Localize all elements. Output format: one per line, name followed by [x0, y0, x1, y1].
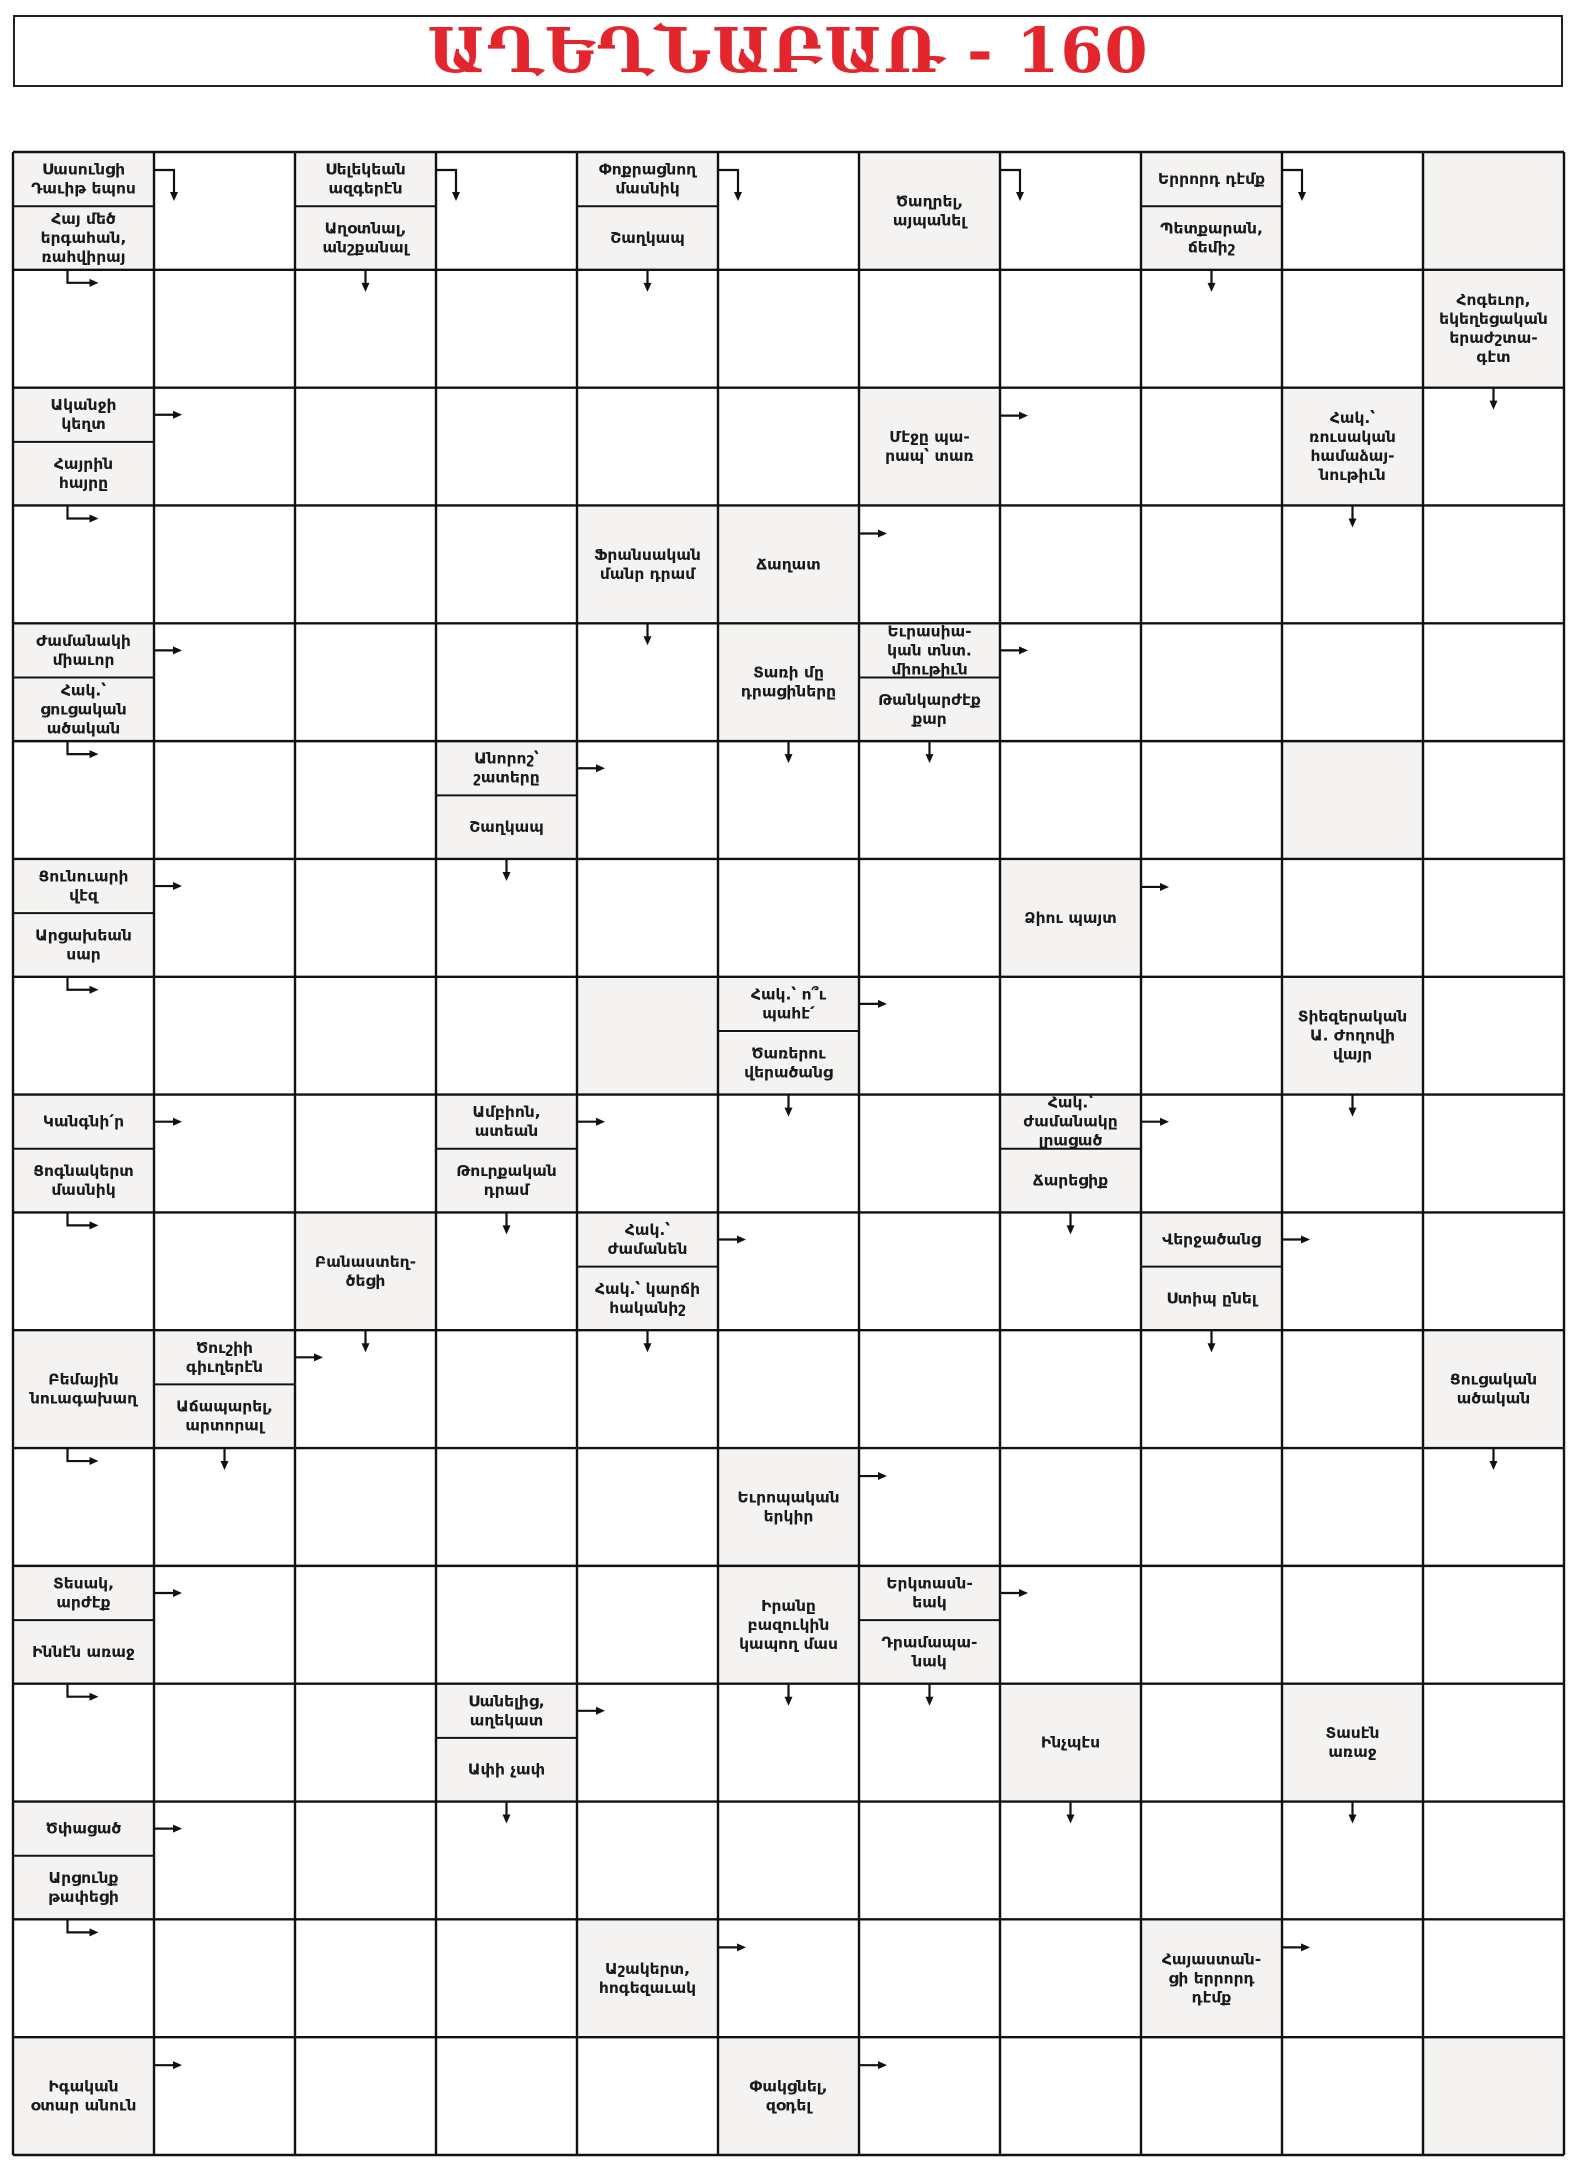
clue-line: նութիւն	[1319, 466, 1386, 485]
clue-line: եկեղեցական	[1439, 310, 1548, 329]
answer-cell-r7-c10[interactable]	[1423, 977, 1564, 1095]
answer-cell-r3-c0[interactable]	[13, 505, 154, 623]
answer-cell-r16-c3[interactable]	[436, 2037, 577, 2155]
answer-cell-r13-c8[interactable]	[1141, 1684, 1282, 1802]
clue-line: արտորալ	[185, 1416, 264, 1435]
clue-text	[54, 455, 113, 492]
clue-line: Տառի մը	[753, 663, 824, 682]
answer-cell-r11-c0[interactable]	[13, 1448, 154, 1566]
answer-cell-r3-c7[interactable]	[1000, 505, 1141, 623]
clue-line: գէտ	[1476, 348, 1511, 367]
clue-line: Արցախեան	[35, 926, 132, 945]
clue-line: Կանգնի՛ր	[42, 1112, 125, 1131]
answer-cell-r7-c3[interactable]	[436, 977, 577, 1095]
clue-line: Աղօտնալ,	[324, 219, 407, 238]
answer-cell-r15-c9[interactable]	[1282, 1919, 1423, 2037]
answer-cell-r11-c6[interactable]	[859, 1448, 1000, 1566]
answer-cell-r9-c6[interactable]	[859, 1212, 1000, 1330]
answer-cell-r4-c9[interactable]	[1282, 623, 1423, 741]
clue-line: երաժշտա-	[1449, 329, 1538, 348]
answer-cell-r8-c1[interactable]	[154, 1095, 295, 1213]
answer-cell-r1-c1[interactable]	[154, 270, 295, 388]
clue-line: մասնիկ	[51, 1181, 116, 1200]
answer-cell-r15-c5[interactable]	[718, 1919, 859, 2037]
clue-line: Ամբիոն,	[472, 1103, 541, 1122]
clue-line: արժէք	[56, 1593, 111, 1612]
answer-cell-r16-c6[interactable]	[859, 2037, 1000, 2155]
answer-cell-r11-c3[interactable]	[436, 1448, 577, 1566]
clue-line: Ծաղրել,	[895, 192, 964, 211]
clue-line: միութիւն	[891, 660, 968, 679]
clue-line: Իննէն առաջ	[32, 1642, 135, 1661]
clue-line: համաձայ-	[1310, 447, 1395, 466]
clue-line: վէզ	[69, 886, 98, 905]
clue-line: Փակցնել,	[749, 2077, 828, 2096]
answer-cell-r6-c1[interactable]	[154, 859, 295, 977]
clue-line: մասնիկ	[615, 179, 680, 198]
answer-cell-r3-c6[interactable]	[859, 505, 1000, 623]
clue-line: րապ՝ տառ	[885, 447, 974, 466]
answer-cell-r5-c10[interactable]	[1423, 741, 1564, 859]
clue-text	[756, 555, 820, 573]
clue-line: Դրամապա-	[881, 1633, 978, 1652]
answer-cell-r9-c0[interactable]	[13, 1212, 154, 1330]
answer-cell-r12-c2[interactable]	[295, 1566, 436, 1684]
answer-cell-r5-c7[interactable]	[1000, 741, 1141, 859]
answer-cell-r13-c4[interactable]	[577, 1684, 718, 1802]
clue-line: միաւոր	[52, 650, 115, 669]
answer-cell-r2-c8[interactable]	[1141, 388, 1282, 506]
answer-cell-r16-c9[interactable]	[1282, 2037, 1423, 2155]
answer-cell-r11-c9[interactable]	[1282, 1448, 1423, 1566]
clue-line: Հոգեւոր,	[1456, 291, 1531, 310]
clue-text	[53, 1574, 114, 1611]
answer-cell-r12-c9[interactable]	[1282, 1566, 1423, 1684]
clue-text	[472, 1103, 540, 1140]
clue-line: ժամանակը	[1023, 1112, 1118, 1131]
clue-text	[41, 210, 127, 266]
answer-cell-r2-c1[interactable]	[154, 388, 295, 506]
blocked-cell	[577, 977, 718, 1095]
answer-cell-r10-c7[interactable]	[1000, 1330, 1141, 1448]
clue-line: ցուցական	[40, 700, 127, 719]
answer-cell-r8-c4[interactable]	[577, 1095, 718, 1213]
clue-text	[32, 1643, 135, 1661]
answer-cell-r6-c10[interactable]	[1423, 859, 1564, 977]
clue-line: Տասէն	[1325, 1724, 1380, 1743]
answer-cell-r5-c0[interactable]	[13, 741, 154, 859]
clue-line: վերածանց	[744, 1063, 833, 1082]
answer-cell-r1-c9[interactable]	[1282, 270, 1423, 388]
answer-cell-r5-c2[interactable]	[295, 741, 436, 859]
answer-cell-r6-c2[interactable]	[295, 859, 436, 977]
answer-cell-r7-c2[interactable]	[295, 977, 436, 1095]
answer-cell-r2-c7[interactable]	[1000, 388, 1141, 506]
clue-line: Աշակերտ,	[605, 1959, 690, 1978]
clue-line: ծեցի	[345, 1271, 386, 1290]
clue-text	[186, 1339, 263, 1376]
answer-cell-r8-c8[interactable]	[1141, 1095, 1282, 1213]
clue-text	[599, 1960, 696, 1997]
clue-text	[1166, 1289, 1259, 1307]
clue-line: Թանկարժէք	[878, 690, 981, 709]
answer-cell-r12-c4[interactable]	[577, 1566, 718, 1684]
answer-cell-r5-c1[interactable]	[154, 741, 295, 859]
answer-cell-r14-c8[interactable]	[1141, 1802, 1282, 1920]
answer-cell-r10-c6[interactable]	[859, 1330, 1000, 1448]
clue-line: ճեմիշ	[1187, 238, 1236, 257]
answer-cell-r16-c2[interactable]	[295, 2037, 436, 2155]
clue-line: այպանել	[892, 211, 967, 230]
clue-line: Իրանը	[761, 1596, 816, 1615]
clue-line: Եւրասիա-	[887, 622, 972, 641]
clue-line: պահէ՛	[762, 1004, 815, 1023]
answer-cell-r2-c5[interactable]	[718, 388, 859, 506]
clue-line: հականիշ	[609, 1298, 686, 1317]
answer-cell-r15-c0[interactable]	[13, 1919, 154, 2037]
answer-cell-r8-c6[interactable]	[859, 1095, 1000, 1213]
answer-cell-r1-c3[interactable]	[436, 270, 577, 388]
answer-cell-r13-c1[interactable]	[154, 1684, 295, 1802]
clue-line: Ճաղատ	[756, 555, 821, 574]
clue-text	[1024, 909, 1116, 927]
clue-line: Երրորդ դէմք	[1157, 170, 1266, 189]
answer-cell-r9-c5[interactable]	[718, 1212, 859, 1330]
answer-cell-r4-c10[interactable]	[1423, 623, 1564, 741]
answer-cell-r13-c10[interactable]	[1423, 1684, 1564, 1802]
answer-cell-r5-c8[interactable]	[1141, 741, 1282, 859]
clue-line: գիւղերէն	[186, 1357, 263, 1376]
answer-cell-r12-c1[interactable]	[154, 1566, 295, 1684]
answer-cell-r15-c1[interactable]	[154, 1919, 295, 2037]
clue-text	[1162, 1231, 1261, 1249]
clue-line: Մէջը պա-	[889, 428, 970, 447]
answer-cell-r1-c7[interactable]	[1000, 270, 1141, 388]
clue-line: Հայ մեծ	[51, 210, 116, 229]
clue-line: Իգական	[48, 2077, 119, 2096]
clue-line: Ցունուարի	[38, 867, 129, 886]
clue-line: Աճապարել,	[176, 1397, 273, 1416]
answer-cell-r15-c6[interactable]	[859, 1919, 1000, 2037]
answer-cell-r6-c9[interactable]	[1282, 859, 1423, 977]
clue-line: Հակ.՝	[624, 1221, 671, 1240]
clue-line: Շաղկապ	[610, 229, 685, 248]
clue-text	[1158, 170, 1265, 188]
answer-cell-r6-c5[interactable]	[718, 859, 859, 977]
clue-text	[468, 1692, 544, 1729]
clue-line: երգահան,	[40, 229, 127, 248]
clue-line: Դաւիթ եպոս	[31, 179, 136, 198]
answer-cell-r12-c10[interactable]	[1423, 1566, 1564, 1684]
clue-line: Հայրին	[53, 455, 114, 474]
answer-cell-r1-c0[interactable]	[13, 270, 154, 388]
blocked-cell	[1282, 741, 1423, 859]
answer-cell-r12-c8[interactable]	[1141, 1566, 1282, 1684]
answer-cell-r16-c8[interactable]	[1141, 2037, 1282, 2155]
clue-line: եակ	[912, 1593, 947, 1612]
clue-text	[176, 1398, 273, 1435]
clue-text	[741, 664, 836, 701]
clue-text	[610, 229, 685, 247]
answer-cell-r14-c10[interactable]	[1423, 1802, 1564, 1920]
answer-cell-r6-c4[interactable]	[577, 859, 718, 977]
clue-line: Արցունք	[48, 1869, 119, 1888]
clue-line: Անորոշ՝	[474, 749, 539, 768]
answer-cell-r4-c3[interactable]	[436, 623, 577, 741]
clue-line: Ձիու պայտ	[1024, 908, 1117, 927]
answer-cell-r7-c1[interactable]	[154, 977, 295, 1095]
page-title: ԱՂԵՂՆԱԲԱՌ - 160	[427, 14, 1149, 87]
answer-cell-r2-c4[interactable]	[577, 388, 718, 506]
answer-cell-r5-c4[interactable]	[577, 741, 718, 859]
clue-line: Հակ.՝	[1047, 1093, 1094, 1112]
clue-line: Ցոգնակերտ	[33, 1162, 134, 1181]
clue-line: նուագախաղ	[29, 1389, 138, 1408]
answer-cell-r1-c6[interactable]	[859, 270, 1000, 388]
clue-line: անշքանալ	[322, 238, 409, 257]
clue-line: ռուսական	[1309, 428, 1396, 447]
clue-line: աղեկատ	[469, 1711, 544, 1730]
answer-cell-r16-c1[interactable]	[154, 2037, 295, 2155]
clue-line: թափեցի	[48, 1888, 119, 1907]
answer-cell-r7-c6[interactable]	[859, 977, 1000, 1095]
answer-cell-r6-c8[interactable]	[1141, 859, 1282, 977]
clue-line: Հայաստան-	[1161, 1950, 1262, 1969]
clue-text	[595, 1280, 700, 1317]
answer-cell-r4-c2[interactable]	[295, 623, 436, 741]
clue-line: Տիեզերական	[1297, 1007, 1408, 1026]
answer-cell-r13-c2[interactable]	[295, 1684, 436, 1802]
answer-cell-r14-c2[interactable]	[295, 1802, 436, 1920]
clue-line: ցի երրորդ	[1168, 1969, 1255, 1988]
blocked-cell	[1423, 2037, 1564, 2155]
clue-line: Սասունցի	[41, 160, 126, 179]
clue-line: Ֆրանսական	[594, 545, 701, 564]
clue-line: բազուկին	[747, 1615, 830, 1634]
clue-line: Ծուշիի	[195, 1338, 254, 1357]
clue-line: երկիր	[763, 1507, 814, 1526]
answer-cell-r12-c3[interactable]	[436, 1566, 577, 1684]
clue-line: դէմք	[1191, 1988, 1232, 2007]
answer-cell-r6-c6[interactable]	[859, 859, 1000, 977]
clue-line: օտար անուն	[30, 2096, 137, 2115]
clue-line: դրամ	[483, 1181, 530, 1200]
answer-cell-r4-c1[interactable]	[154, 623, 295, 741]
clue-line: ածական	[46, 719, 121, 738]
clue-line: Տեսակ,	[52, 1574, 115, 1593]
answer-cell-r16-c4[interactable]	[577, 2037, 718, 2155]
answer-cell-r0-c1[interactable]	[154, 152, 295, 270]
clue-line: կեղտ	[61, 415, 106, 434]
clue-line: Ականջի	[50, 396, 117, 415]
clue-text	[469, 818, 544, 836]
clue-line: կապող մաս	[739, 1634, 838, 1653]
answer-cell-r14-c6[interactable]	[859, 1802, 1000, 1920]
clue-line: հոգեզաւակ	[598, 1978, 697, 1997]
clue-line: Թուրքական	[456, 1162, 557, 1181]
answer-cell-r7-c8[interactable]	[1141, 977, 1282, 1095]
clue-line: առաջ	[1328, 1743, 1377, 1762]
clue-line: ատեան	[474, 1122, 539, 1141]
answer-cell-r8-c2[interactable]	[295, 1095, 436, 1213]
answer-cell-r14-c1[interactable]	[154, 1802, 295, 1920]
answer-cell-r4-c8[interactable]	[1141, 623, 1282, 741]
answer-cell-r11-c2[interactable]	[295, 1448, 436, 1566]
clue-line: Հակ.՝	[60, 681, 107, 700]
clue-line: ազգերէն	[328, 179, 403, 198]
clue-line: Երկտասն-	[886, 1574, 973, 1593]
answer-cell-r14-c5[interactable]	[718, 1802, 859, 1920]
clue-text	[893, 192, 968, 229]
clue-text	[885, 428, 974, 465]
answer-cell-r15-c7[interactable]	[1000, 1919, 1141, 2037]
clue-line: մանր դրամ	[599, 564, 696, 583]
answer-cell-r0-c9[interactable]	[1282, 152, 1423, 270]
clue-text	[594, 546, 701, 583]
clue-line: Ստիպ ընել	[1166, 1289, 1257, 1308]
clue-line: լրացած	[1038, 1131, 1103, 1150]
answer-cell-r9-c10[interactable]	[1423, 1212, 1564, 1330]
clue-line: Սանելից,	[468, 1692, 545, 1711]
answer-cell-r0-c3[interactable]	[436, 152, 577, 270]
clue-line: ժամանեն	[607, 1240, 688, 1259]
answer-cell-r9-c1[interactable]	[154, 1212, 295, 1330]
clue-text	[887, 622, 972, 678]
answer-cell-r15-c2[interactable]	[295, 1919, 436, 2037]
clue-line: վայր	[1332, 1045, 1373, 1064]
clue-line: Հակ.՝ ո՞ւ	[750, 985, 827, 1004]
clue-line: Ծառերու	[751, 1044, 826, 1063]
answer-cell-r10-c3[interactable]	[436, 1330, 577, 1448]
answer-cell-r0-c7[interactable]	[1000, 152, 1141, 270]
clue-text	[1326, 1724, 1380, 1761]
answer-cell-r7-c0[interactable]	[13, 977, 154, 1095]
answer-cell-r14-c4[interactable]	[577, 1802, 718, 1920]
clue-line: Ծփացած	[45, 1819, 122, 1838]
clue-text	[1450, 1371, 1537, 1408]
clue-line: շատերը	[473, 768, 540, 787]
clue-text	[1033, 1172, 1108, 1190]
clue-text	[325, 161, 405, 198]
clue-line: կան տնտ.	[887, 641, 972, 660]
answer-cell-r0-c5[interactable]	[718, 152, 859, 270]
clue-text	[473, 750, 539, 787]
answer-cell-r15-c3[interactable]	[436, 1919, 577, 2037]
clue-line: Բեմային	[48, 1370, 119, 1389]
answer-cell-r3-c10[interactable]	[1423, 505, 1564, 623]
answer-cell-r12-c7[interactable]	[1000, 1566, 1141, 1684]
answer-cell-r10-c9[interactable]	[1282, 1330, 1423, 1448]
clue-line: Բանաստեղ-	[314, 1252, 417, 1271]
answer-cell-r7-c7[interactable]	[1000, 977, 1141, 1095]
answer-cell-r1-c5[interactable]	[718, 270, 859, 388]
clue-line: հայրը	[58, 474, 109, 493]
clue-line: Ա. Ժողովի	[1310, 1026, 1395, 1045]
clue-line: Հակ.՝	[1329, 409, 1376, 428]
clue-line: դրացիները	[740, 682, 837, 701]
answer-cell-r10-c5[interactable]	[718, 1330, 859, 1448]
clue-line: Պետքարան,	[1160, 219, 1263, 238]
clue-line: ածական	[1456, 1389, 1531, 1408]
clue-text	[468, 1761, 545, 1779]
answer-cell-r16-c7[interactable]	[1000, 2037, 1141, 2155]
clue-text	[1041, 1734, 1100, 1752]
clue-text	[43, 1113, 124, 1131]
clue-text	[46, 1820, 122, 1838]
clue-text	[744, 1044, 833, 1081]
answer-cell-r3-c2[interactable]	[295, 505, 436, 623]
answer-cell-r3-c3[interactable]	[436, 505, 577, 623]
answer-cell-r2-c2[interactable]	[295, 388, 436, 506]
clue-line: Հակ.՝ կարճի	[594, 1279, 701, 1298]
clue-line: Ցուցական	[1449, 1370, 1538, 1389]
clue-line: Ժամանակի	[36, 631, 131, 650]
clue-line: զօդել	[765, 2096, 812, 2115]
clue-line: Փոքրացնող	[598, 160, 697, 179]
clue-line: սար	[66, 945, 101, 964]
answer-cell-r15-c10[interactable]	[1423, 1919, 1564, 2037]
clue-line: քար	[912, 709, 947, 728]
clue-text	[323, 220, 411, 257]
answer-cell-r11-c4[interactable]	[577, 1448, 718, 1566]
clue-line: Սելեկեան	[325, 160, 406, 179]
clue-line: Ափի չափ	[467, 1760, 546, 1779]
clue-line: նակ	[912, 1652, 947, 1671]
clue-line: Ինչպէս	[1040, 1733, 1101, 1752]
answer-cell-r13-c0[interactable]	[13, 1684, 154, 1802]
answer-cell-r3-c8[interactable]	[1141, 505, 1282, 623]
answer-cell-r8-c10[interactable]	[1423, 1095, 1564, 1213]
clue-line: Ճարեցիք	[1032, 1171, 1109, 1190]
answer-cell-r11-c8[interactable]	[1141, 1448, 1282, 1566]
clue-line: Շաղկապ	[469, 818, 544, 837]
clue-line: Վերջածանց	[1162, 1230, 1261, 1249]
answer-cell-r9-c9[interactable]	[1282, 1212, 1423, 1330]
answer-cell-r4-c7[interactable]	[1000, 623, 1141, 741]
clue-line: ռահվիրայ	[41, 248, 126, 267]
clue-line: Եւրոպական	[737, 1488, 840, 1507]
clue-text	[31, 161, 136, 198]
clue-text	[48, 1869, 119, 1906]
answer-cell-r11-c7[interactable]	[1000, 1448, 1141, 1566]
blocked-cell	[1423, 152, 1564, 270]
answer-cell-r3-c1[interactable]	[154, 505, 295, 623]
answer-cell-r2-c3[interactable]	[436, 388, 577, 506]
